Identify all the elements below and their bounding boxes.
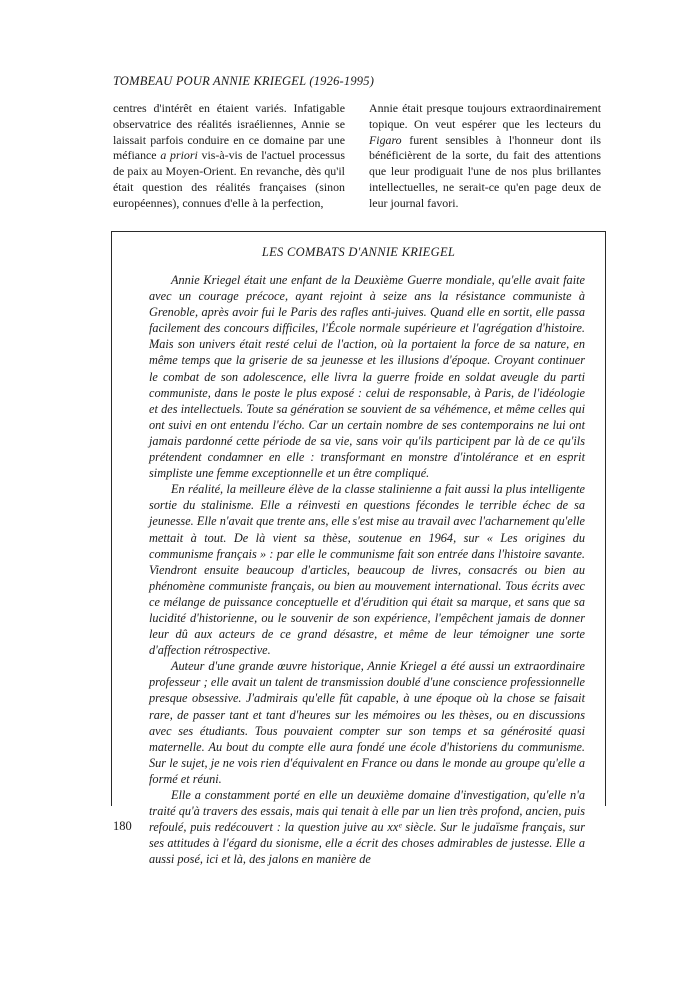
page-number: 180: [113, 819, 132, 833]
italic-phrase: a priori: [160, 148, 198, 163]
text-column-right: [369, 101, 601, 212]
text-run: centres d'intérêt en étaient variés. Infatigable observatrice des réalités israéliennes, Annie se laissait parfois conduire en ce domaine par une méfiance: [113, 101, 345, 163]
paragraph-continued: [113, 101, 345, 212]
text-column-left: [113, 101, 345, 212]
newspaper-title: Figaro: [369, 132, 402, 147]
text-run: vis-à-vis de l'actuel processus de paix au Moyen-Orient. En revanche, dès qu'il était question des réalités françaises (sinon européennes), connues d'elle à la perfection,: [113, 148, 346, 210]
box-paragraph: Annie Kriegel était une enfant de la Deuxième Guerre mondiale, qu'elle avait faite avec un courage précoce, ayant rejoint à seize ans la résistance communiste à Grenoble, après avoir fui le Paris des rafles anti-juives. Quand elle en sortit, elle passa facilement des concours difficiles, l'École normale supérieure et l'agrégation d'histoire. Mais son univers était resté celui de l'action, où la portaient la force de sa nature, en même temps que la griserie de sa jeunesse et les illusions d'époque. Croyant continuer le combat de son adolescence, elle livra la guerre froide en soldat aveugle du parti communiste, dans le poste le plus exposé : celui de responsable, à Paris, de l'idéologie et des intellectuels. Toute sa génération se souvient de sa véhémence, et même celles qui ont suivi en ont entendu l'écho. Car un certain nombre de ses contemporains ne lui ont jamais pardonné cette période de sa vie, sans voir qu'ils participent par là de ce qu'ils prétendent condamner en elle : transformant en monstre d'intolérance et en esprit simpliste une femme exceptionnelle et un être compliqué.: [149, 273, 585, 481]
box-body: [149, 272, 585, 867]
box-paragraph: Auteur d'une grande œuvre historique, Annie Kriegel a été aussi un extraordinaire professeur ; elle avait un talent de transmission doublé d'une conscience professionnelle presque obsessive. J'admirais qu'elle fût capable, à une époque où la chose se faisait rare, de passer tant et tant d'heures sur les mémoires ou les thèses, ou en discussions avec ses étudiants. Tous pouvaient compter sur son temps et sa générosité quasi maternelle. Au bout du compte elle aura fondé une école d'historiens du communisme. Sur le sujet, je ne vois rien d'équivalent en France ou dans le monde au groupe qu'elle a formé et réuni.: [149, 659, 585, 786]
box-title: LES COMBATS D'ANNIE KRIEGEL: [261, 245, 456, 259]
paragraph-continued: [369, 101, 601, 212]
text-run: furent sensibles à l'honneur dont ils bénéficièrent de la sorte, du fait des attentions que leur prodiguait l'une de nos plus brillantes intellectuelles, ne serait-ce qu'en page deux de leur journal favori.: [369, 132, 601, 210]
box-paragraph: Elle a constamment porté en elle un deuxième domaine d'investigation, qu'elle n'a traité qu'à travers des essais, mais qui tenait à elle par un lien très profond, ancien, puis refoulé, puis redécouvert : la question juive au xxᵉ siècle. Sur le judaïsme français, sur ses attitudes à l'égard du sionisme, elle a écrit des choses admirables de justesse. Elle a aussi posé, ici et là, des jalons en manière de: [149, 788, 585, 867]
running-title: TOMBEAU POUR ANNIE KRIEGEL (1926-1995): [113, 74, 375, 88]
text-run: Annie était presque toujours extraordinairement topique. On veut espérer que les lecteurs du: [369, 101, 601, 131]
box-paragraph: En réalité, la meilleure élève de la classe stalinienne a fait aussi la plus intelligente sortie du stalinisme. Elle a réinvesti en questions fécondes le terrible échec de sa jeunesse. Elle n'avait que trente ans, elle s'est mise au travail avec l'acharnement qu'elle mettait à tout. De là vient sa thèse, soutenue en 1964, sur « Les origines du communisme français » : par elle le communisme fait son entrée dans l'histoire savante. Viendront ensuite beaucoup d'articles, beaucoup de livres, consacrés ou bien au phénomène communiste français, ou bien au mouvement international. Tous écrits avec ce mélange de puissance conceptuelle et d'érudition qui était sa marque, et sans que sa lucidité d'historienne, ou le souvenir de son expérience, l'empêchent jamais de donner leur dû aux acteurs de ce grand désastre, et même de leur témoigner une sorte d'affection rétrospective.: [149, 482, 585, 658]
